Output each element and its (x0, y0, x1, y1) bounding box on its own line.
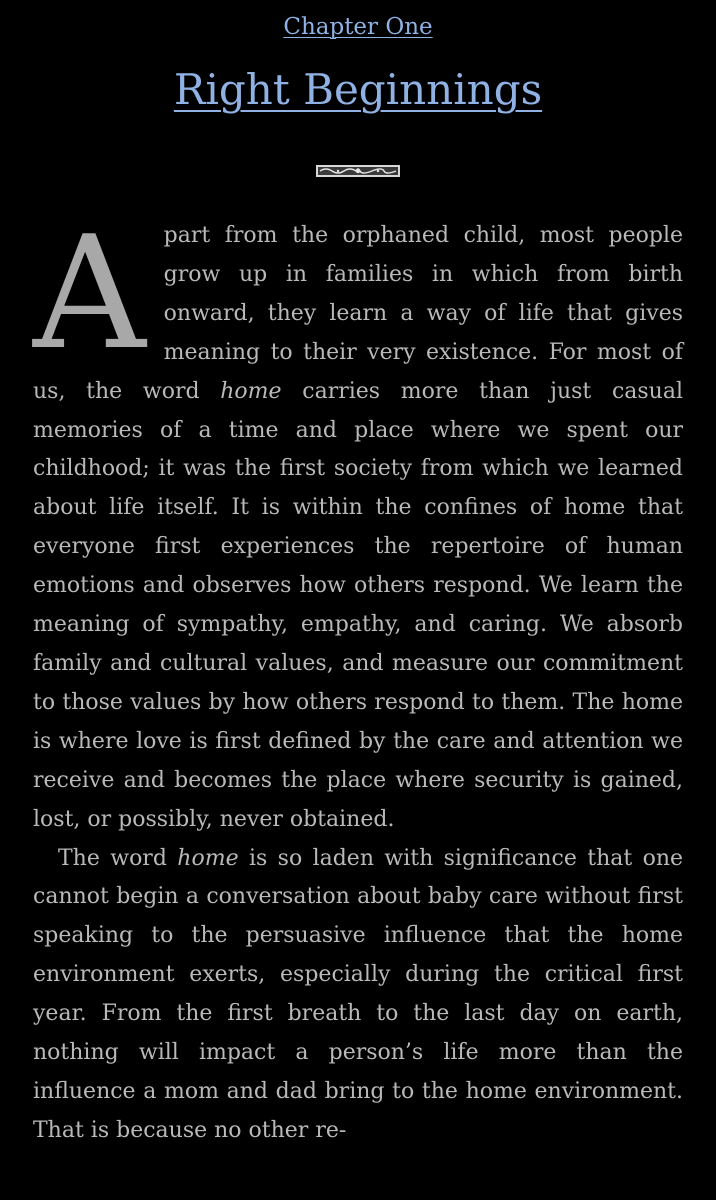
chapter-body (33, 202, 684, 1151)
paragraph-2-text-a: The word (58, 845, 178, 871)
chapter-number-link[interactable]: Chapter One (283, 14, 433, 40)
paragraph-1-emphasis: home (220, 378, 282, 404)
drop-cap: A (33, 202, 146, 384)
paragraph-2 (33, 840, 683, 1151)
paragraph-1-text-b: carries more than just casual memories of a time and place where we spent our childhood; it was the first society from which we learned about life itself. It is within the confines of home that everyone first experiences the repertoire of human emotions and observes how others respond. We learn the meaning of sympathy, empathy, and caring. We absorb family and cultural values, and measure our commitment to those values by how others respond to them. The home is where love is first defined by the care and attention we receive and becomes the place where security is gained, lost, or possibly, never obtained. (33, 378, 683, 832)
paragraph-2-text-b: is so laden with significance that one cannot begin a conversation about baby care without first speaking to the persuasive influence that the home environment exerts, especially during the critical first year. From the first breath to the last day on earth, nothing will impact a person’s life more than the influence a mom and dad bring to the home environment. That is because no other re- (33, 845, 684, 1143)
chapter-title-link[interactable]: Right Beginnings (173, 65, 543, 114)
paragraph-2-emphasis: home (177, 845, 239, 871)
paragraph-1-text-a: part from the orphaned child, most people grow up in families in which from birth onward, they learn a way of life that gives meaning to their very existence. For most of us, the word (33, 223, 683, 404)
decorative-divider-ornament-icon (316, 165, 400, 177)
paragraph-1 (33, 202, 683, 840)
